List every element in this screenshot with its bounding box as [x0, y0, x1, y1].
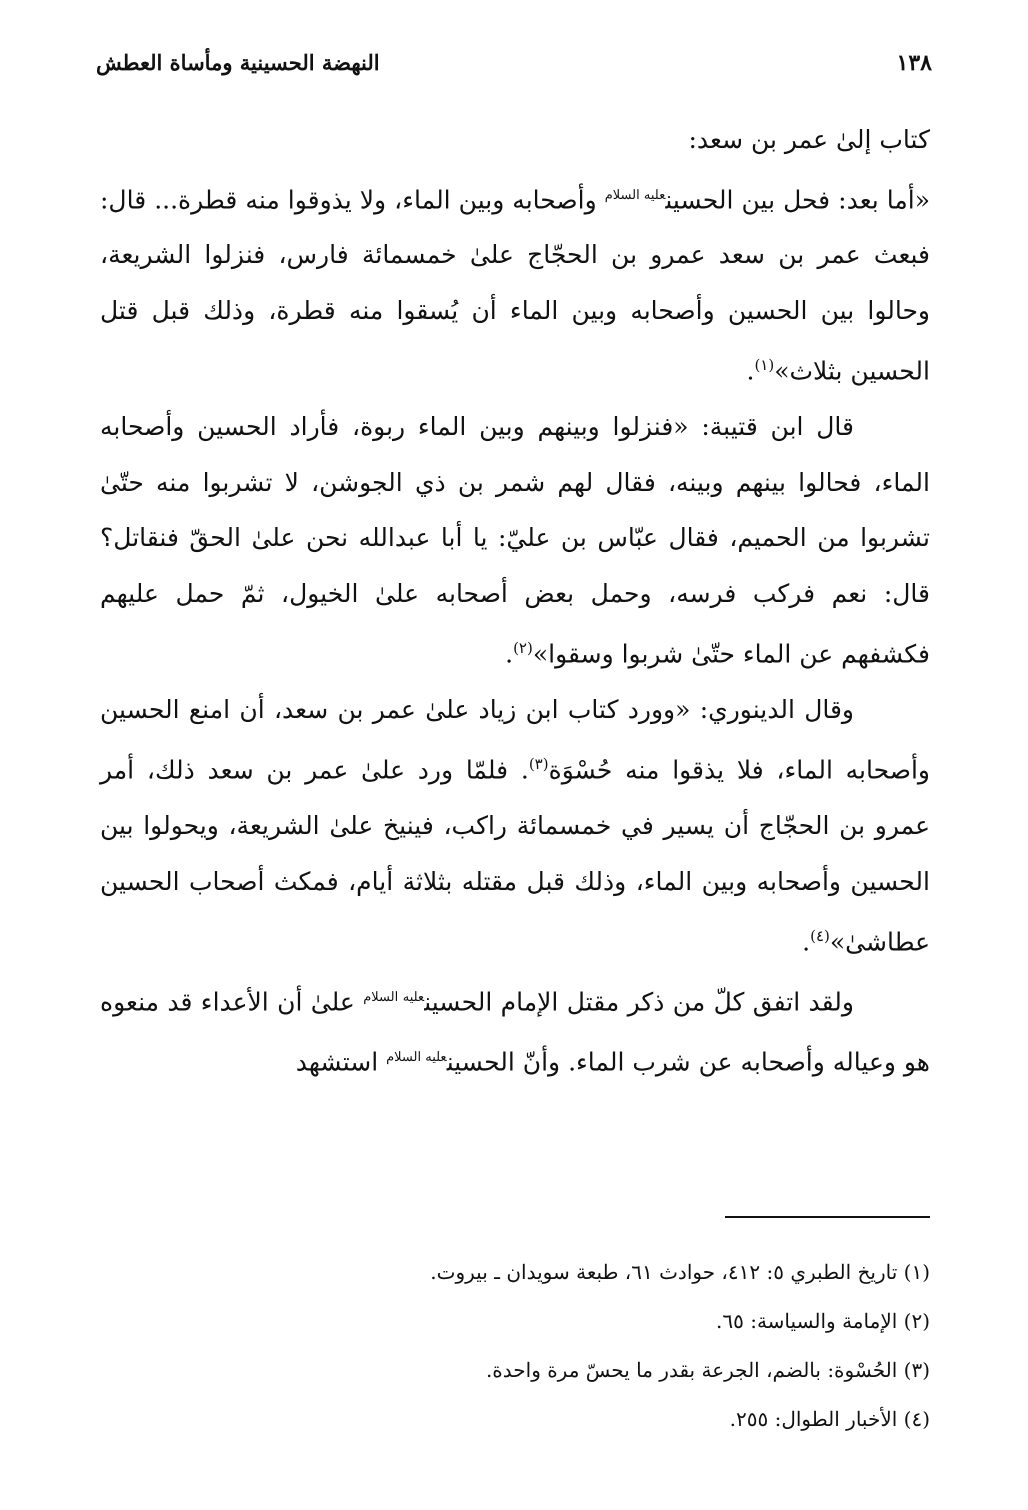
paragraph-letter-quote: «أما بعد: فحل بين الحسين$^{عليه السلام}$ وأصحابه وبين الماء، ولا يذوقوا منه قطرة... قال: فبعث عمر بن سعد عمرو بن الحجّاج علىٰ خمسمائة فارس، فنزلوا الشريعة، وحالوا بين الحسين وأصحابه وبين الماء أن يُسقوا منه قطرة، وذلك قبل قتل الحسين بثلاث»$^{(١)}$.: [100, 184, 931, 386]
footnotes: [100, 1248, 930, 1444]
footnote-ref: (٣): [528, 755, 549, 774]
book-title: النهضة الحسينية ومأساة العطش: [96, 50, 380, 75]
honorific-symbol: عليه السلام: [386, 1049, 447, 1065]
paragraph-consensus: ولقد اتفق كلّ من ذكر مقتل الإمام الحسين$^{عليه السلام}$ علىٰ أن الأعداء قد منعوه هو وعياله وأصحابه عن شرب الماء. وأنّ الحسين$^{عليه السلام}$ استشهد: [100, 987, 930, 1077]
footnote-3: (٣) الحُسْوة: بالضم، الجرعة بقدر ما يحسّ مرة واحدة.: [485, 1358, 930, 1382]
footnote-divider: [725, 1216, 930, 1218]
honorific-symbol: عليه السلام: [604, 187, 666, 203]
paragraph-dinawari: وقال الدينوري: «وورد كتاب ابن زياد علىٰ عمر بن سعد، أن امنع الحسين وأصحابه الماء، فلا يذقوا منه حُسْوَة$^{(٣)}$. فلمّا ورد علىٰ عمر بن سعد ذلك، أمر عمرو بن الحجّاج أن يسير في خمسمائة راكب، فينيخ علىٰ الشريعة، ويحولوا بين الحسين وأصحابه وبين الماء، وذلك قبل مقتله بثلاثة أيام، فمكث أصحاب الحسين عطاشىٰ»$^{(٤)}$.: [100, 694, 930, 957]
footnote-4: (٤) الأخبار الطوال: ٢٥٥.: [729, 1407, 930, 1431]
honorific-symbol: عليه السلام: [363, 990, 425, 1006]
paragraph-letter-heading: كتاب إلىٰ عمر بن سعد:: [688, 125, 930, 154]
page-number: ١٣٨: [896, 50, 932, 76]
running-head: [96, 50, 932, 82]
footnote-ref: (١): [754, 356, 775, 375]
footnote-ref: (٤): [810, 927, 830, 946]
footnote-ref: (٢): [513, 639, 533, 658]
main-text: [100, 112, 930, 1090]
footnote-1: (١) تاريخ الطبري ٥: ٤١٢، حوادث ٦١، طبعة سويدان ـ بيروت.: [430, 1260, 930, 1284]
footnote-2: (٢) الإمامة والسياسة: ٦٥.: [716, 1309, 930, 1333]
paragraph-ibn-qutaybah: قال ابن قتيبة: «فنزلوا وبينهم وبين الماء ربوة، فأراد الحسين وأصحابه الماء، فحالوا بينهم وبينه، فقال لهم شمر بن ذي الجوشن، لا تشربوا منه حتّىٰ تشربوا من الحميم، فقال عبّاس بن عليّ: يا أبا عبدالله نحن علىٰ الحقّ فنقاتل؟ قال: نعم فركب فرسه، وحمل بعض أصحابه علىٰ الخيول، ثمّ حمل عليهم فكشفهم عن الماء حتّىٰ شربوا وسقوا»$^{(٢)}$.: [100, 412, 930, 669]
